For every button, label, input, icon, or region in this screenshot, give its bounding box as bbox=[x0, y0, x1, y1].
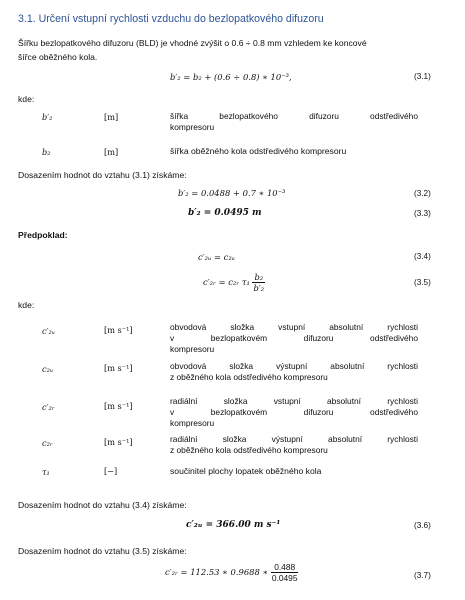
def-symbol: b₂ bbox=[42, 147, 51, 157]
equation-number: (3.6) bbox=[414, 521, 431, 530]
kde-label: kde: bbox=[18, 300, 35, 310]
def-description: šířka oběžného kola odstředivého kompresoru bbox=[170, 146, 347, 156]
def-symbol: c₂ᵤ bbox=[42, 364, 54, 374]
substitution-text: Dosazením hodnot do vztahu (3.5) získáme: bbox=[18, 546, 187, 556]
intro-line-2: šířce oběžného kola. bbox=[18, 52, 98, 62]
fraction-numerator: b₂ bbox=[254, 272, 264, 282]
def-symbol: c₂ᵣ bbox=[42, 438, 53, 448]
assumption-label: Předpoklad: bbox=[18, 230, 68, 240]
def-description: radiální složka vstupní absolutní rychlosti v bezlopatkovém difuzoru odstředivého kompresoru bbox=[170, 396, 418, 428]
def-description: šířka bezlopatkového difuzoru odstředivého kompresoru bbox=[170, 111, 418, 132]
substitution-text: Dosazením hodnot do vztahu (3.1) získáme: bbox=[18, 170, 187, 180]
def-symbol: c′₂ᵣ bbox=[42, 402, 55, 412]
def-unit: [m s⁻¹] bbox=[104, 437, 133, 447]
equation-3-6: c′₂ᵤ = 366.00 m s⁻¹ bbox=[186, 520, 281, 530]
def-symbol: b′₂ bbox=[42, 112, 53, 122]
equation-lhs: c′₂ᵣ = 112.53 ∗ 0.9688 ∗ bbox=[165, 567, 269, 577]
def-unit: [m s⁻¹] bbox=[104, 363, 133, 373]
equation-3-2: b′₂ = 0.0488 + 0.7 ∗ 10⁻³ bbox=[178, 188, 286, 198]
def-description: součinitel plochy lopatek oběžného kola bbox=[170, 466, 322, 476]
equation-3-4: c′₂ᵤ = c₂ᵤ bbox=[198, 252, 236, 262]
substitution-text: Dosazením hodnot do vztahu (3.4) získáme: bbox=[18, 500, 187, 510]
def-unit: [m] bbox=[104, 147, 119, 157]
equation-3-3: b′₂ = 0.0495 m bbox=[188, 208, 262, 218]
equation-number: (3.1) bbox=[414, 72, 431, 81]
def-unit: [m s⁻¹] bbox=[104, 325, 133, 335]
equation-number: (3.5) bbox=[414, 278, 431, 287]
equation-number: (3.4) bbox=[414, 252, 431, 261]
fraction-denominator: b′₂ bbox=[253, 283, 265, 293]
section-heading: 3.1. Určení vstupní rychlosti vzduchu do bezlopatkového difuzoru bbox=[18, 13, 324, 25]
equation-3-5 bbox=[203, 272, 265, 293]
def-description: obvodová složka výstupní absolutní rychlosti z oběžného kola odstředivého kompresoru bbox=[170, 361, 418, 382]
def-unit: [m] bbox=[104, 112, 119, 122]
equation-number: (3.2) bbox=[414, 189, 431, 198]
def-description: obvodová složka vstupní absolutní rychlosti v bezlopatkovém difuzoru odstředivého kompresoru bbox=[170, 322, 418, 354]
equation-3-1: b′₂ = b₂ + (0.6 ÷ 0.8) ∗ 10⁻³, bbox=[170, 72, 292, 82]
kde-label: kde: bbox=[18, 94, 35, 104]
def-description: radiální složka výstupní absolutní rychlosti z oběžného kola odstředivého kompresoru bbox=[170, 434, 418, 455]
equation-lhs: c′₂ᵣ = c₂ᵣ τ₁ bbox=[203, 277, 250, 287]
def-symbol: c′₂ᵤ bbox=[42, 326, 55, 336]
fraction-numerator: 0.488 bbox=[271, 562, 299, 573]
fraction-denominator: 0.0495 bbox=[271, 573, 298, 583]
equation-3-7 bbox=[165, 562, 298, 583]
equation-number: (3.7) bbox=[414, 571, 431, 580]
fraction bbox=[271, 562, 299, 583]
def-symbol: τ₁ bbox=[42, 467, 50, 477]
def-unit: [−] bbox=[104, 466, 118, 476]
fraction bbox=[252, 272, 265, 293]
equation-number: (3.3) bbox=[414, 209, 431, 218]
intro-line-1: Šířku bezlopatkového difuzoru (BLD) je vhodné zvýšit o 0.6 ÷ 0.8 mm vzhledem ke koncové bbox=[18, 38, 367, 48]
def-unit: [m s⁻¹] bbox=[104, 401, 133, 411]
